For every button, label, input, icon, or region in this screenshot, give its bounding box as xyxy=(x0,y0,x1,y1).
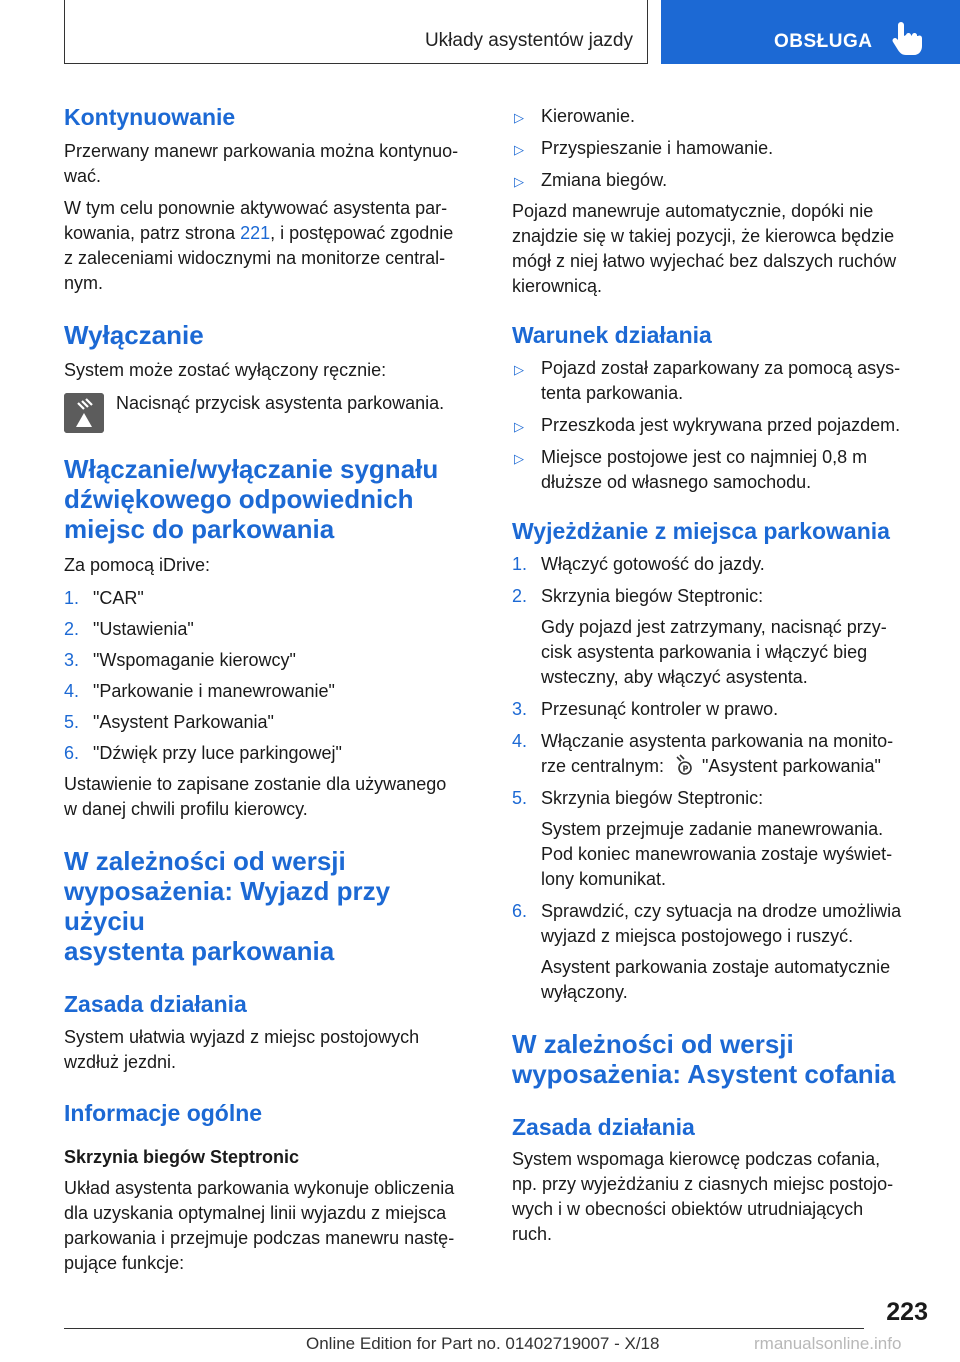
list-item xyxy=(64,617,478,642)
text-run: , i postępować zgodnie z zaleceniami widocznymi na monitorze central- nym. xyxy=(64,223,454,293)
functions-list xyxy=(512,104,922,193)
menu-path-item: "Ustawienia" xyxy=(93,619,194,639)
left-column xyxy=(64,100,478,1276)
footer-divider xyxy=(64,1328,864,1329)
list-item xyxy=(512,729,922,779)
heading-sound-signal: Włączanie/wyłączanie sygnału dźwiękowego odpowiednich miejsc do parkowania xyxy=(64,454,439,544)
menu-path-item: "Parkowanie i manewrowanie" xyxy=(93,681,335,701)
list-item xyxy=(512,445,922,495)
section-tab[interactable] xyxy=(661,0,960,64)
list-item xyxy=(64,741,478,766)
list-text: Przyspieszanie i hamowanie. xyxy=(541,138,774,158)
step-detail: Gdy pojazd jest zatrzymany, nacisnąć przy- cisk asystenta parkowania i włączyć bieg wsteczny, aby włączyć asystenta. xyxy=(541,617,887,687)
menu-path-item: "Wspomaganie kierowcy" xyxy=(93,650,296,670)
heading-leaving-parking: Wyjeżdżanie z miejsca parkowania xyxy=(512,518,890,544)
list-item xyxy=(512,136,922,161)
step-number: 1. xyxy=(512,554,528,574)
triangle-bullet-icon: ▷ xyxy=(514,419,524,434)
text-run: W tym celu ponownie aktywować asystenta par- kowania, patrz strona xyxy=(64,198,448,243)
list-item xyxy=(64,648,478,673)
triangle-bullet-icon: ▷ xyxy=(514,451,524,466)
hand-pointer-icon xyxy=(892,22,922,56)
step-number: 1. xyxy=(64,588,80,608)
step-number: 6. xyxy=(64,743,80,763)
list-item xyxy=(512,552,922,577)
list-item xyxy=(512,413,922,438)
heading-reversing-assistant: W zależności od wersji wyposażenia: Asystent cofania xyxy=(512,1029,896,1089)
list-item xyxy=(512,168,922,193)
menu-path-item: "CAR" xyxy=(93,588,144,608)
list-text: Przeszkoda jest wykrywana przed pojazdem. xyxy=(541,415,901,435)
heading-exit-assist: W zależności od wersji wyposażenia: Wyjazd przy użyciu asystenta parkowania xyxy=(64,846,391,966)
list-text: Włączyć gotowość do jazdy. xyxy=(541,554,765,574)
conditions-list xyxy=(512,356,922,495)
list-text: Kierowanie. xyxy=(541,106,636,126)
step-detail: System przejmuje zadanie manewrowania. Pod koniec manewrowania zostaje wyświet- lony komunikat. xyxy=(541,819,893,889)
svg-text:P: P xyxy=(682,764,689,774)
paragraph: Za pomocą iDrive: xyxy=(64,555,211,575)
parking-assistant-icon xyxy=(672,754,694,776)
paragraph xyxy=(64,196,478,296)
paragraph: Nacisnąć przycisk asystenta parkowania. xyxy=(116,393,445,413)
list-text: Zmiana biegów. xyxy=(541,170,668,190)
step-detail: Asystent parkowania zostaje automatycznie wyłączony. xyxy=(541,957,891,1002)
page-number: 223 xyxy=(886,1298,928,1326)
list-text: Skrzynia biegów Steptronic: xyxy=(541,586,764,606)
list-text: Włączanie asystenta parkowania na monito- rze centralnym: xyxy=(541,731,894,776)
list-text: Przesunąć kontroler w prawo. xyxy=(541,699,779,719)
paragraph: System ułatwia wyjazd z miejsc postojowych wzdłuż jezdni. xyxy=(64,1027,420,1072)
step-number: 6. xyxy=(512,901,528,921)
list-text: Miejsce postojowe jest co najmniej 0,8 m dłuższe od własnego samochodu. xyxy=(541,447,868,492)
page-header xyxy=(0,0,960,66)
step-number: 2. xyxy=(64,619,80,639)
list-item xyxy=(512,899,922,1005)
triangle-bullet-icon: ▷ xyxy=(514,174,524,189)
heading-general-info: Informacje ogólne xyxy=(64,1100,263,1126)
step-number: 4. xyxy=(64,681,80,701)
paragraph: Układ asystenta parkowania wykonuje obliczenia dla uzyskania optymalnej linii wyjazdu z miejsca parkowania i przejmuje podczas manewru nastę- pujące funkcje: xyxy=(64,1178,455,1273)
list-item xyxy=(512,356,922,406)
paragraph: System wspomaga kierowcę podczas cofania, np. przy wyjeżdżaniu z ciasnych miejsc postojo- wych i w obecności obiektów utrudniających ruch. xyxy=(512,1149,894,1244)
triangle-bullet-icon: ▷ xyxy=(514,142,524,157)
list-text: "Asystent parkowania" xyxy=(702,756,881,776)
list-item xyxy=(512,584,922,690)
edition-note: Online Edition for Part no. 01402719007 - X/18 xyxy=(306,1334,660,1353)
parking-assistant-button-icon xyxy=(64,393,104,433)
button-instruction xyxy=(64,389,478,433)
idrive-steps xyxy=(64,586,478,766)
heading-condition: Warunek działania xyxy=(512,322,712,348)
list-item xyxy=(64,586,478,611)
right-column xyxy=(512,100,922,1247)
list-text: Skrzynia biegów Steptronic: xyxy=(541,788,764,808)
leaving-steps xyxy=(512,552,922,1005)
paragraph: System może zostać wyłączony ręcznie: xyxy=(64,360,387,380)
page-link[interactable]: 221 xyxy=(240,223,271,243)
list-item xyxy=(512,786,922,892)
list-item xyxy=(512,697,922,722)
triangle-bullet-icon: ▷ xyxy=(514,110,524,125)
step-number: 3. xyxy=(64,650,80,670)
paragraph: Pojazd manewruje automatycznie, dopóki nie znajdzie się w takiej pozycji, że kierowca będzie mógł z niej łatwo wyjechać bez dalszych ruchów kierownicą. xyxy=(512,201,897,296)
menu-path-item: "Dźwięk przy luce parkingowej" xyxy=(93,743,342,763)
step-number: 2. xyxy=(512,586,528,606)
menu-path-item: "Asystent Parkowania" xyxy=(93,712,274,732)
triangle-bullet-icon: ▷ xyxy=(514,362,524,377)
heading-switch-off: Wyłączanie xyxy=(64,320,204,350)
section-tab-label: OBSŁUGA xyxy=(774,31,873,52)
watermark: rmanualsonline.info xyxy=(754,1334,902,1353)
heading-steptronic: Skrzynia biegów Steptronic xyxy=(64,1147,300,1167)
list-text: Pojazd został zaparkowany za pomocą asys- tenta parkowania. xyxy=(541,358,901,403)
paragraph: Przerwany manewr parkowania można kontynuo- wać. xyxy=(64,141,459,186)
paragraph: Ustawienie to zapisane zostanie dla używanego w danej chwili profilu kierowcy. xyxy=(64,774,447,819)
step-number: 4. xyxy=(512,731,528,751)
list-text: Sprawdzić, czy sytuacja na drodze umożliwia wyjazd z miejsca postojowego i ruszyć. xyxy=(541,901,902,946)
list-item xyxy=(512,104,922,129)
heading-principle: Zasada działania xyxy=(64,991,247,1017)
heading-principle: Zasada działania xyxy=(512,1114,695,1140)
list-item xyxy=(64,679,478,704)
step-number: 5. xyxy=(512,788,528,808)
step-number: 3. xyxy=(512,699,528,719)
header-title: Układy asystentów jazdy xyxy=(424,30,633,51)
heading-continue: Kontynuowanie xyxy=(64,104,236,130)
step-number: 5. xyxy=(64,712,80,732)
header-title-box xyxy=(64,0,648,64)
list-item xyxy=(64,710,478,735)
